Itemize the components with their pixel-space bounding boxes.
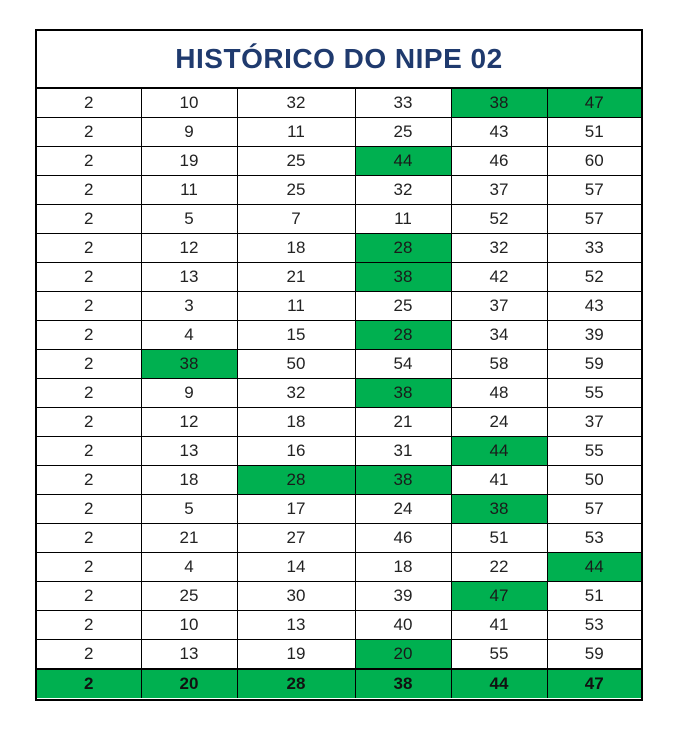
table-cell[interactable]: 38 (355, 466, 451, 495)
total-cell[interactable]: 44 (451, 669, 547, 698)
table-cell[interactable]: 2 (37, 292, 141, 321)
table-cell[interactable]: 32 (355, 176, 451, 205)
table-cell[interactable]: 10 (141, 611, 237, 640)
table-cell[interactable]: 2 (37, 147, 141, 176)
table-row (37, 292, 641, 321)
table-row (37, 408, 641, 437)
table-cell[interactable]: 3 (141, 292, 237, 321)
table-cell[interactable]: 2 (37, 379, 141, 408)
table-cell[interactable]: 12 (141, 234, 237, 263)
table-cell[interactable]: 27 (237, 524, 355, 553)
table-cell[interactable]: 2 (37, 408, 141, 437)
table-cell[interactable]: 18 (237, 408, 355, 437)
table-cell[interactable]: 10 (141, 89, 237, 118)
table-cell[interactable]: 43 (451, 118, 547, 147)
table-cell[interactable]: 15 (237, 321, 355, 350)
table-cell[interactable]: 52 (451, 205, 547, 234)
table-cell[interactable]: 51 (451, 524, 547, 553)
table-cell[interactable]: 28 (237, 466, 355, 495)
table-cell[interactable]: 24 (451, 408, 547, 437)
table-cell[interactable]: 28 (355, 321, 451, 350)
table-row (37, 234, 641, 263)
table-cell[interactable]: 34 (451, 321, 547, 350)
table-cell[interactable]: 2 (37, 640, 141, 670)
table-cell[interactable]: 46 (451, 147, 547, 176)
table-cell[interactable]: 38 (451, 495, 547, 524)
table-cell[interactable]: 21 (355, 408, 451, 437)
table-row (37, 495, 641, 524)
table-cell[interactable]: 2 (37, 321, 141, 350)
table-cell[interactable]: 7 (237, 205, 355, 234)
table-row (37, 321, 641, 350)
table-cell[interactable]: 25 (355, 118, 451, 147)
history-table (37, 89, 641, 698)
table-cell[interactable]: 2 (37, 437, 141, 466)
total-cell[interactable]: 20 (141, 669, 237, 698)
table-cell[interactable]: 48 (451, 379, 547, 408)
table-cell[interactable]: 21 (141, 524, 237, 553)
table-cell[interactable]: 59 (547, 350, 641, 379)
table-row (37, 466, 641, 495)
table-row (37, 611, 641, 640)
table-cell[interactable]: 21 (237, 263, 355, 292)
table-cell[interactable]: 2 (37, 611, 141, 640)
table-row (37, 147, 641, 176)
history-table-body (37, 89, 641, 698)
sheet-title: HISTÓRICO DO NIPE 02 (37, 31, 641, 89)
table-cell[interactable]: 2 (37, 263, 141, 292)
table-cell[interactable]: 37 (451, 176, 547, 205)
table-cell[interactable]: 2 (37, 466, 141, 495)
table-cell[interactable]: 38 (451, 89, 547, 118)
table-cell[interactable]: 22 (451, 553, 547, 582)
table-cell[interactable]: 13 (141, 437, 237, 466)
table-cell[interactable]: 2 (37, 582, 141, 611)
total-cell[interactable]: 2 (37, 669, 141, 698)
table-cell[interactable]: 60 (547, 147, 641, 176)
table-cell[interactable]: 11 (237, 118, 355, 147)
table-cell[interactable]: 55 (547, 437, 641, 466)
table-cell[interactable]: 38 (355, 379, 451, 408)
table-cell[interactable]: 11 (141, 176, 237, 205)
table-cell[interactable]: 39 (355, 582, 451, 611)
table-cell[interactable]: 53 (547, 611, 641, 640)
table-cell[interactable]: 55 (451, 640, 547, 670)
table-cell[interactable]: 2 (37, 350, 141, 379)
table-cell[interactable]: 42 (451, 263, 547, 292)
table-row (37, 582, 641, 611)
table-cell[interactable]: 18 (237, 234, 355, 263)
table-row (37, 524, 641, 553)
table-cell[interactable]: 5 (141, 205, 237, 234)
table-row (37, 176, 641, 205)
table-cell[interactable]: 57 (547, 176, 641, 205)
table-cell[interactable]: 53 (547, 524, 641, 553)
table-cell[interactable]: 5 (141, 495, 237, 524)
table-cell[interactable]: 12 (141, 408, 237, 437)
table-cell[interactable]: 9 (141, 118, 237, 147)
table-cell[interactable]: 18 (355, 553, 451, 582)
total-row (37, 669, 641, 698)
table-cell[interactable]: 47 (547, 89, 641, 118)
table-cell[interactable]: 20 (355, 640, 451, 670)
table-cell[interactable]: 2 (37, 205, 141, 234)
table-cell[interactable]: 17 (237, 495, 355, 524)
table-cell[interactable]: 44 (451, 437, 547, 466)
table-cell[interactable]: 37 (451, 292, 547, 321)
table-cell[interactable]: 31 (355, 437, 451, 466)
table-cell[interactable]: 40 (355, 611, 451, 640)
table-cell[interactable]: 9 (141, 379, 237, 408)
table-cell[interactable]: 52 (547, 263, 641, 292)
table-row (37, 640, 641, 670)
table-cell[interactable]: 2 (37, 118, 141, 147)
table-cell[interactable]: 11 (355, 205, 451, 234)
table-cell[interactable]: 46 (355, 524, 451, 553)
table-cell[interactable]: 58 (451, 350, 547, 379)
table-cell[interactable]: 39 (547, 321, 641, 350)
table-cell[interactable]: 32 (237, 379, 355, 408)
table-cell[interactable]: 2 (37, 89, 141, 118)
table-cell[interactable]: 33 (355, 89, 451, 118)
table-cell[interactable]: 13 (141, 263, 237, 292)
table-cell[interactable]: 25 (237, 176, 355, 205)
table-cell[interactable]: 32 (451, 234, 547, 263)
table-cell[interactable]: 41 (451, 466, 547, 495)
table-cell[interactable]: 2 (37, 553, 141, 582)
table-cell[interactable]: 59 (547, 640, 641, 670)
table-cell[interactable]: 38 (355, 263, 451, 292)
table-row (37, 437, 641, 466)
table-cell[interactable]: 11 (237, 292, 355, 321)
table-cell[interactable]: 14 (237, 553, 355, 582)
table-cell[interactable]: 43 (547, 292, 641, 321)
table-cell[interactable]: 2 (37, 495, 141, 524)
table-row (37, 263, 641, 292)
table-cell[interactable]: 25 (355, 292, 451, 321)
table-row (37, 553, 641, 582)
table-cell[interactable]: 38 (141, 350, 237, 379)
table-cell[interactable]: 13 (237, 611, 355, 640)
table-cell[interactable]: 44 (547, 553, 641, 582)
total-cell[interactable]: 28 (237, 669, 355, 698)
table-cell[interactable]: 50 (547, 466, 641, 495)
table-cell[interactable]: 54 (355, 350, 451, 379)
table-cell[interactable]: 28 (355, 234, 451, 263)
table-cell[interactable]: 16 (237, 437, 355, 466)
table-cell[interactable]: 51 (547, 118, 641, 147)
table-cell[interactable]: 19 (141, 147, 237, 176)
table-cell[interactable]: 30 (237, 582, 355, 611)
table-cell[interactable]: 18 (141, 466, 237, 495)
table-cell[interactable]: 2 (37, 176, 141, 205)
table-row (37, 89, 641, 118)
table-cell[interactable]: 57 (547, 495, 641, 524)
table-cell[interactable]: 2 (37, 234, 141, 263)
total-cell[interactable]: 47 (547, 669, 641, 698)
table-cell[interactable]: 41 (451, 611, 547, 640)
table-row (37, 379, 641, 408)
table-row (37, 350, 641, 379)
table-cell[interactable]: 44 (355, 147, 451, 176)
table-cell[interactable]: 4 (141, 553, 237, 582)
table-cell[interactable]: 24 (355, 495, 451, 524)
table-cell[interactable]: 25 (141, 582, 237, 611)
table-cell[interactable]: 55 (547, 379, 641, 408)
table-cell[interactable]: 47 (451, 582, 547, 611)
table-row (37, 118, 641, 147)
table-row (37, 205, 641, 234)
table-cell[interactable]: 25 (237, 147, 355, 176)
table-cell[interactable]: 19 (237, 640, 355, 670)
table-cell[interactable]: 51 (547, 582, 641, 611)
table-cell[interactable]: 33 (547, 234, 641, 263)
total-cell[interactable]: 38 (355, 669, 451, 698)
table-cell[interactable]: 13 (141, 640, 237, 670)
table-cell[interactable]: 57 (547, 205, 641, 234)
table-cell[interactable]: 50 (237, 350, 355, 379)
table-cell[interactable]: 32 (237, 89, 355, 118)
table-cell[interactable]: 4 (141, 321, 237, 350)
table-cell[interactable]: 2 (37, 524, 141, 553)
table-cell[interactable]: 37 (547, 408, 641, 437)
history-sheet (35, 29, 643, 701)
